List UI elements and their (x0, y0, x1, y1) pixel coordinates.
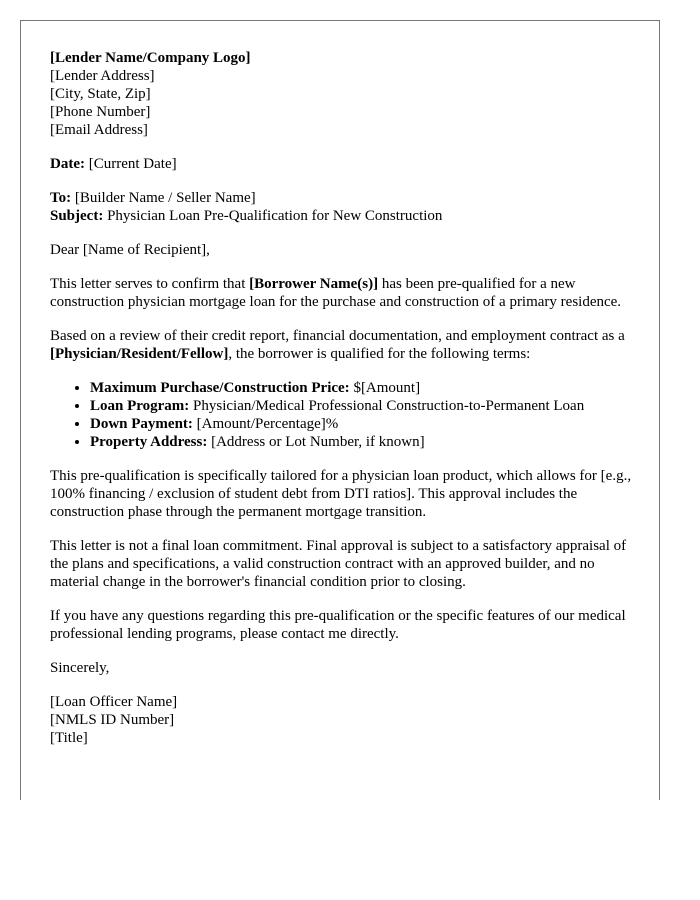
subject-line (50, 207, 640, 225)
to-label: To: (50, 190, 72, 206)
para1-text-b: has been pre-qualified for a new construction physician mortgage loan for the purchase and construction of a primary residence. (50, 276, 622, 310)
email-address: [Email Address] (50, 122, 148, 138)
term-label: Down Payment: (90, 416, 193, 432)
city-state-zip: [City, State, Zip] (50, 86, 151, 102)
date-label: Date: (50, 156, 85, 172)
term-value: [Address or Lot Number, if known] (207, 434, 425, 450)
term-item-address (90, 433, 640, 451)
term-label: Property Address: (90, 434, 208, 450)
signature-block (50, 693, 640, 747)
paragraph-confirmation (50, 275, 640, 311)
term-label: Loan Program: (90, 398, 190, 414)
letter-page (20, 20, 660, 800)
lender-name: [Lender Name/Company Logo] (50, 50, 251, 66)
term-value: Physician/Medical Professional Construction-to-Permanent Loan (189, 398, 585, 414)
terms-list (50, 379, 640, 451)
subject-value: Physician Loan Pre-Qualification for New Construction (107, 208, 443, 224)
to-value: [Builder Name / Seller Name] (74, 190, 256, 206)
term-label: Maximum Purchase/Construction Price: (90, 380, 350, 396)
term-item-program (90, 397, 640, 415)
date-value: [Current Date] (88, 156, 177, 172)
recipient-block (50, 189, 640, 225)
officer-title: [Title] (50, 730, 88, 746)
para1-text-a: This letter serves to confirm that (50, 276, 250, 292)
closing: Sincerely, (50, 660, 110, 676)
paragraph-disclaimer: This letter is not a final loan commitment. Final approval is subject to a satisfactory appraisal of the plans and specifications, a valid construction contract with an approved builder, and no material change in the borrower's financial condition prior to closing. (50, 538, 627, 590)
letter-content (50, 49, 640, 747)
term-value: $[Amount] (349, 380, 421, 396)
paragraph-contact: If you have any questions regarding this pre-qualification or the specific features of our medical professional lending programs, please contact me directly. (50, 608, 626, 642)
paragraph-review (50, 327, 640, 363)
loan-officer-name: [Loan Officer Name] (50, 694, 178, 710)
subject-label: Subject: (50, 208, 104, 224)
term-item-down-payment (90, 415, 640, 433)
lender-address: [Lender Address] (50, 68, 155, 84)
term-value: [Amount/Percentage]% (192, 416, 339, 432)
borrower-name: [Borrower Name(s)] (249, 276, 379, 292)
date-line (50, 155, 640, 173)
phone-number: [Phone Number] (50, 104, 151, 120)
salutation: Dear [Name of Recipient], (50, 242, 210, 258)
para2-text-a: Based on a review of their credit report, financial documentation, and employment contract as a (50, 328, 625, 344)
para2-text-b: , the borrower is qualified for the following terms: (228, 346, 531, 362)
letterhead (50, 49, 640, 139)
term-item-price (90, 379, 640, 397)
nmls-id: [NMLS ID Number] (50, 712, 175, 728)
paragraph-tailored: This pre-qualification is specifically tailored for a physician loan product, which allows for [e.g., 100% financing / exclusion of student debt from DTI ratios]. This approval includes the construction phase through the permanent mortgage transition. (50, 468, 632, 520)
borrower-role: [Physician/Resident/Fellow] (50, 346, 229, 362)
to-line (50, 189, 640, 207)
